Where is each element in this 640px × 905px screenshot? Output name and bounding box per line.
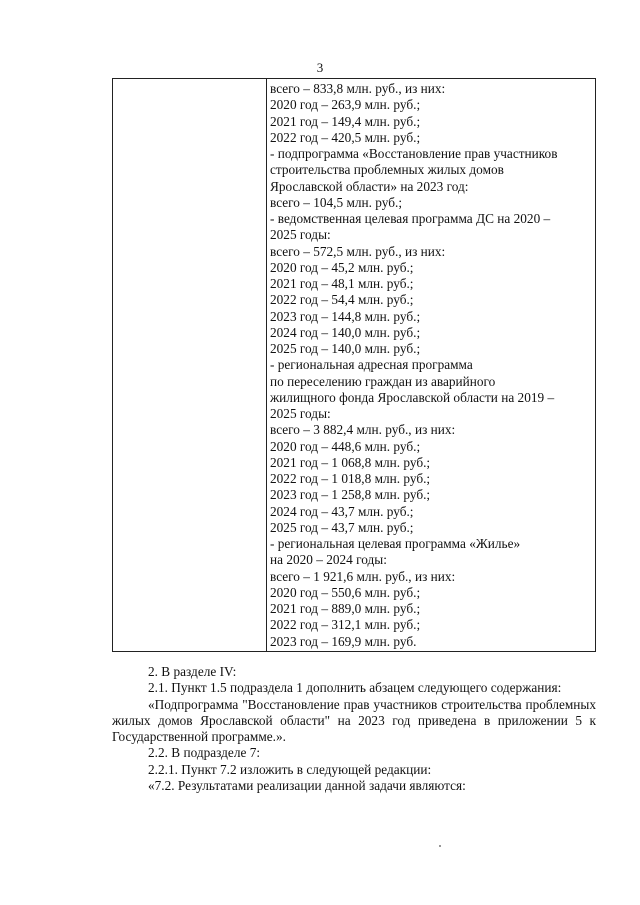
funding-line: 2022 год – 1 018,8 млн. руб.; — [270, 471, 431, 486]
table-right-cell — [267, 79, 596, 652]
funding-line: - региональная адресная программа — [270, 357, 473, 373]
funding-line: 2025 годы: — [270, 227, 331, 243]
paragraph-item-2-2: 2.2. В подразделе 7: — [148, 745, 261, 761]
funding-line: всего – 104,5 млн. руб.; — [270, 194, 403, 210]
funding-line: 2024 год – 43,7 млн. руб.; — [270, 503, 414, 519]
funding-line: всего – 572,5 млн. руб., из них: — [270, 243, 446, 259]
page-number: 3 — [316, 60, 324, 75]
funding-line: 2021 год – 149,4 млн. руб.; — [270, 113, 421, 129]
funding-line: всего – 833,8 млн. руб., из них: — [270, 81, 446, 96]
funding-line: 2023 год – 169,9 млн. руб. — [270, 633, 417, 649]
funding-line: по переселению граждан из аварийного — [270, 373, 496, 389]
funding-line: всего – 3 882,4 млн. руб., из них: — [270, 422, 456, 438]
funding-line: 2020 год – 448,6 млн. руб.; — [270, 438, 421, 454]
funding-line: 2023 год – 1 258,8 млн. руб.; — [270, 487, 431, 503]
funding-line: 2025 год – 43,7 млн. руб.; — [270, 519, 414, 535]
funding-line: 2024 год – 140,0 млн. руб.; — [270, 324, 421, 340]
paragraph-item-2-2-1: 2.2.1. Пункт 7.2 изложить в следующей редакции: — [148, 761, 432, 777]
funding-line: 2025 год – 140,0 млн. руб.; — [270, 341, 421, 356]
funding-line: 2022 год – 54,4 млн. руб.; — [270, 292, 414, 308]
funding-line: 2025 годы: — [270, 406, 331, 421]
funding-line: строительства проблемных жилых домов — [270, 162, 504, 178]
funding-line: 2021 год – 889,0 млн. руб.; — [270, 601, 421, 616]
funding-line: 2021 год – 1 068,8 млн. руб.; — [270, 454, 431, 470]
funding-line: Ярославской области» на 2023 год: — [270, 178, 469, 194]
funding-line: 2020 год – 550,6 млн. руб.; — [270, 584, 421, 600]
funding-line: 2022 год – 312,1 млн. руб.; — [270, 617, 421, 633]
funding-line: - ведомственная целевая программа ДС на 2020 – — [270, 211, 551, 226]
paragraph-quoted-subprogram: «Подпрограмма "Восстановление прав участников строительства проблемных жилых домов Ярославской области" на 2023 год приведена в приложении 5 к Государственной программе.». — [112, 696, 596, 744]
paragraph-item-2-1: 2.1. Пункт 1.5 подраздела 1 дополнить абзацем следующего содержания: — [148, 680, 562, 696]
paragraph-item-7-2: «7.2. Результатами реализации данной задачи являются: — [148, 777, 466, 793]
table-row — [113, 79, 596, 652]
funding-line: на 2020 – 2024 годы: — [270, 552, 387, 568]
funding-line: 2022 год – 420,5 млн. руб.; — [270, 129, 421, 145]
funding-line: - региональная целевая программа «Жилье» — [270, 536, 521, 551]
funding-line: 2020 год – 263,9 млн. руб.; — [270, 97, 421, 113]
amendment-text — [112, 664, 596, 794]
funding-line: 2020 год – 45,2 млн. руб.; — [270, 259, 414, 275]
funding-line: 2023 год – 144,8 млн. руб.; — [270, 308, 421, 324]
paragraph-section-iv: 2. В разделе IV: — [148, 664, 237, 679]
funding-line: жилищного фонда Ярославской области на 2019 – — [270, 389, 555, 405]
program-funding-table — [112, 78, 596, 652]
funding-line: - подпрограмма «Восстановление прав участников — [270, 146, 558, 161]
funding-line: всего – 1 921,6 млн. руб., из них: — [270, 568, 456, 584]
table-left-cell — [113, 79, 267, 652]
funding-line: 2021 год – 48,1 млн. руб.; — [270, 276, 414, 291]
scan-speck-mark — [439, 845, 441, 847]
